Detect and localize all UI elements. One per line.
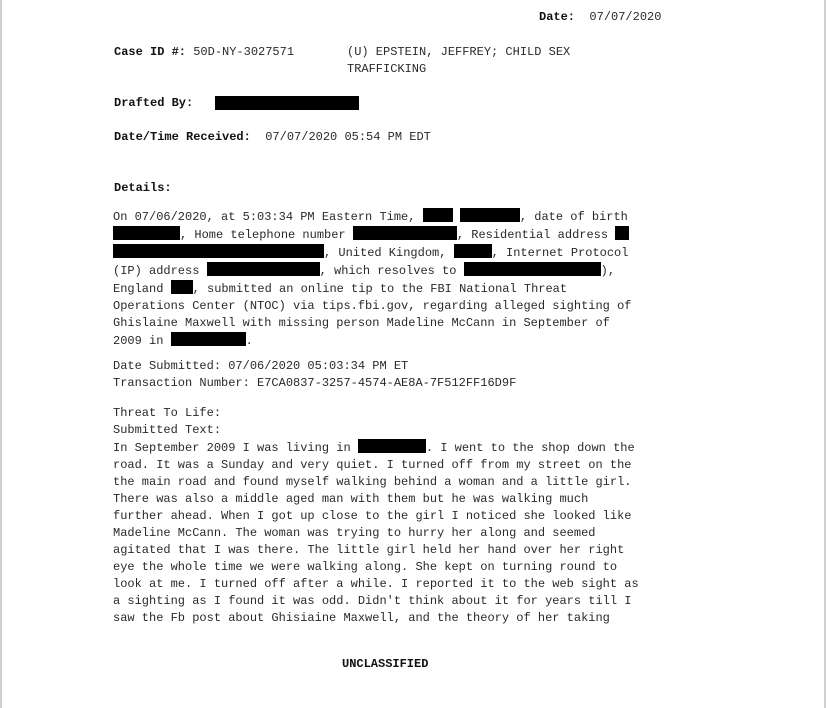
redaction-phone: [353, 226, 457, 240]
redaction-location: [171, 332, 246, 346]
details-line-5: England , submitted an online tip to the FBI National Threat: [113, 282, 568, 296]
redaction-region: [171, 280, 193, 294]
redaction-residence-location: [358, 439, 426, 453]
details-line-1: On 07/06/2020, at 5:03:34 PM Eastern Time, , date of birth: [113, 210, 628, 224]
details-line-2: , Home telephone number , Residential address: [113, 226, 631, 244]
threat-to-life-label: Threat To Life:: [113, 406, 222, 420]
tip-line: road. It was a Sunday and very quiet. I turned off from my street on the: [113, 458, 632, 472]
case-title-line1: (U) EPSTEIN, JEFFREY; CHILD SEX: [347, 45, 571, 59]
redaction-drafted-by: [215, 96, 359, 110]
details-line-6: Operations Center (NTOC) via tips.fbi.gov, regarding alleged sighting of: [113, 299, 632, 313]
details-line-8: 2009 in .: [113, 334, 253, 348]
transaction-number: Transaction Number: E7CA0837-3257-4574-AE8A-7F512FF16D9F: [113, 376, 517, 390]
redaction-address-1: [615, 226, 629, 240]
tip-line: the main road and found myself walking behind a woman and a little girl.: [113, 475, 632, 489]
redaction-dob: [113, 226, 180, 240]
case-title: [347, 44, 570, 78]
tip-line: look at me. I turned off after a while. I reported it to the web sight as: [113, 577, 639, 591]
tip-line: There was also a middle aged man with them but he was walking much: [113, 492, 589, 506]
redaction-first-name: [423, 208, 453, 222]
case-id-line: [114, 44, 294, 61]
case-id-label: Case ID #:: [114, 45, 187, 59]
received-value: 07/07/2020 05:54 PM EDT: [265, 130, 431, 144]
tip-line: saw the Fb post about Ghisiaine Maxwell, and the theory of her taking: [113, 611, 610, 625]
date-submitted: Date Submitted: 07/06/2020 05:03:34 PM ET: [113, 359, 409, 373]
redaction-resolved-location: [464, 262, 601, 276]
date-label: Date:: [539, 10, 576, 24]
tip-line: agitated that I was there. The little girl held her hand over her right: [113, 543, 625, 557]
classification-footer: UNCLASSIFIED: [342, 657, 429, 671]
case-id-value: 50D-NY-3027571: [193, 45, 295, 59]
submitted-text-label: Submitted Text:: [113, 423, 222, 437]
received-label: Date/Time Received:: [114, 130, 251, 144]
details-line-3: , United Kingdom, , Internet Protocol: [113, 244, 631, 262]
tip-section: [113, 405, 639, 627]
tip-line-1: In September 2009 I was living in . I went to the shop down the: [113, 441, 635, 455]
tip-line: Madeline McCann. The woman was trying to hurry her along and seemed: [113, 526, 596, 540]
date-value: 07/07/2020: [589, 10, 662, 24]
redaction-address-2: [113, 244, 324, 258]
drafted-by-label: Drafted By:: [114, 96, 194, 110]
redaction-last-name: [460, 208, 520, 222]
page-edge-left: [0, 0, 2, 708]
tip-line: further ahead. When I got up close to the girl I noticed she looked like: [113, 509, 632, 523]
details-paragraph: [113, 208, 631, 350]
details-label: Details:: [114, 181, 172, 195]
details-line-7: Ghislaine Maxwell with missing person Madeline McCann in September of: [113, 316, 610, 330]
date-line: [539, 9, 661, 26]
drafted-by-line: [114, 95, 193, 112]
details-line-4: (IP) address , which resolves to ),: [113, 264, 616, 278]
redaction-postcode: [454, 244, 492, 258]
redaction-ip-address: [207, 262, 320, 276]
tip-line: eye the whole time we were walking along. She kept on turning round to: [113, 560, 618, 574]
case-title-line2: TRAFFICKING: [347, 62, 427, 76]
tip-line: a sighting as I found it was odd. Didn't think about it for years till I: [113, 594, 632, 608]
received-line: [114, 129, 431, 146]
submission-info: [113, 358, 516, 392]
details-heading: [114, 180, 172, 197]
